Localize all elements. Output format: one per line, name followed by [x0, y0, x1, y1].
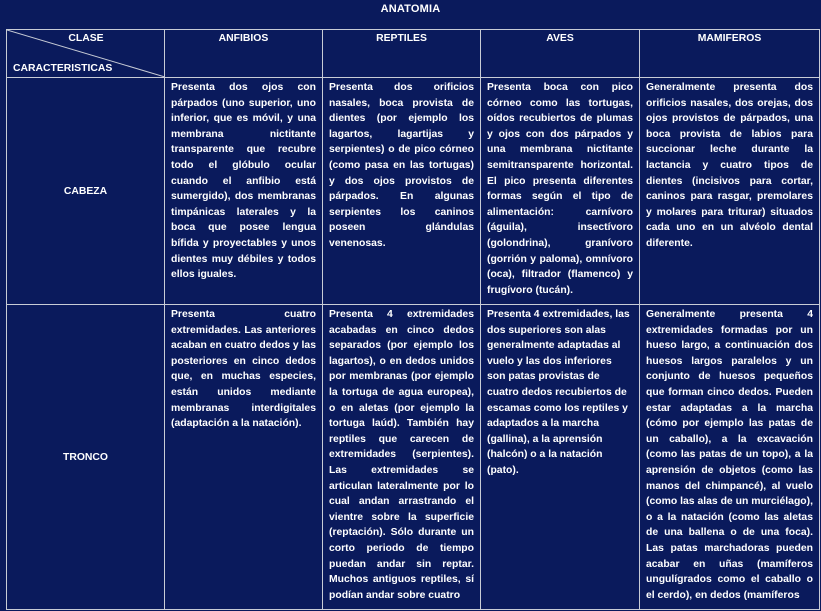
caracteristicas-label: CARACTERISTICAS	[13, 63, 113, 74]
column-header-anfibios: ANFIBIOS	[165, 30, 323, 78]
cell-cabeza-anfibios: Presenta dos ojos con párpados (uno superior, uno inferior, que es móvil, y una membrana nictitante transparente que recubre todo el glóbulo ocular cuando el anfibio está sumergido), dos membranas timpánicas laterales y la boca que posee lengua bífida y proyectables y unos dientes muy débiles y todos ellos iguales.	[165, 78, 323, 305]
clase-label: CLASE	[68, 33, 104, 44]
column-header-aves: AVES	[481, 30, 640, 78]
row-label-cabeza: CABEZA	[7, 78, 165, 305]
cell-cabeza-aves: Presenta boca con pico córneo como las tortugas, oídos recubiertos de plumas y ojos con dos párpados y una membrana nictitante semitransparente horizontal. El pico presenta diferentes formas según el tipo de alimentación: carnívoro (águila), insectívoro (golondrina), granívoro (gorrión y paloma), omnívoro (oca), filtrador (flamenco) y frugívoro (tucán).	[481, 78, 640, 305]
row-label-tronco: TRONCO	[7, 305, 165, 610]
anatomy-table	[6, 29, 820, 610]
cell-text: Presenta 4 extremidades, las dos superiores son alas generalmente adaptadas al vuelo y las dos inferiores son patas provistas de cuatro dedos recubiertos de escamas como los reptiles y adaptados a la marcha (gallina), a la aprensión (halcón) o a la natación (pato).	[487, 309, 630, 476]
table-row	[7, 305, 820, 610]
column-header-reptiles: REPTILES	[323, 30, 481, 78]
page-title: ANATOMIA	[380, 3, 441, 15]
cell-cabeza-mamiferos: Generalmente presenta dos orificios nasales, dos orejas, dos ojos provistos de párpados, una boca provista de labios para succionar leche durante la lactancia y cuatro tipos de dientes (incisivos para cortar, caninos para rasgar, premolares y molares para triturar) situados cada uno en un alvéolo dental diferente.	[640, 78, 820, 305]
header-row	[7, 30, 820, 78]
column-header-mamiferos: MAMIFEROS	[640, 30, 820, 78]
cell-text: Presenta 4 extremidades acabadas en cinco dedos separados (por ejemplo los lagartos), o en dedos unidos por membranas (por ejemplo la tortuga de agua europea), o en aletas (por ejemplo la tortuga laúd). También hay reptiles que carecen de extremidades (serpientes). Las extremidades se articulan lateralmente por lo cual andan arrastrando el vientre sobre la superficie (reptación). Sólo durante un corto periodo de tiempo puedan andar sin reptar. Muchos antiguos reptiles, sí podían andar sobre cuatro	[329, 309, 474, 601]
cell-tronco-aves	[481, 305, 640, 610]
cell-text: Presenta cuatro extremidades. Las anteriores acaban en cuatro dedos y las posteriores en cinco dedos que, en muchas especies, están unidos mediante membranas interdigitales (adaptación a la natación).	[171, 309, 316, 430]
header-corner-cell	[7, 30, 165, 78]
cell-text: Generalmente presenta 4 extremidades formadas por un hueso largo, a continuación dos huesos largos paralelos y un conjunto de huesos pequeños que forman cinco dedos. Pueden estar adaptadas a la marcha (cómo por ejemplo las patas de un caballo), a la excavación (como las patas de un topo), a la aprensión de objetos (como las manos del chimpancé), al vuelo (como las alas de un murciélago), o a la natación (como las aletas de una ballena o de una foca). Las patas marchadoras pueden acabar en uñas (mamíferos ungulígrados como el caballo o el cerdo), en dedos (mamíferos	[646, 309, 813, 601]
cell-tronco-anfibios	[165, 305, 323, 610]
cell-tronco-mamiferos	[640, 305, 820, 610]
cell-tronco-reptiles	[323, 305, 481, 610]
cell-cabeza-reptiles: Presenta dos orificios nasales, boca provista de dientes (por ejemplo los lagartos, lagartijas y serpientes) o de pico córneo (como pasa en las tortugas) y dos ojos provistos de párpados. En algunas serpientes los caninos poseen glándulas venenosas.	[323, 78, 481, 305]
table-row	[7, 78, 820, 305]
